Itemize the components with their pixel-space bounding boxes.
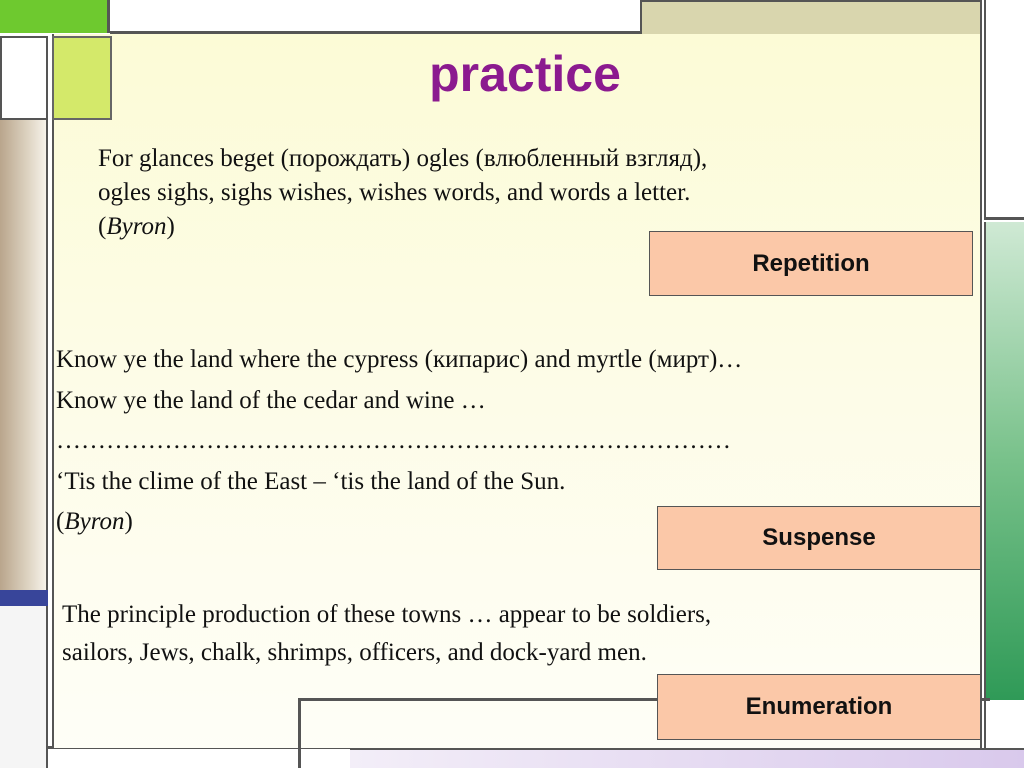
example-enumeration-text (62, 596, 962, 672)
slide-title: practice (429, 46, 621, 102)
decor-green-square (0, 0, 110, 33)
example-line: ‘Tis the clime of the East – ‘tis the land of the Sun. (56, 467, 566, 495)
example-ellipsis-line: ……………………………………………………………………… (56, 427, 731, 454)
decor-right-white-strip (984, 0, 1024, 220)
example-line: ogles sighs, sighs wishes, wishes words, and words a letter. (98, 179, 691, 206)
decor-top-frame (110, 0, 642, 34)
example-line: The principle production of these towns … appear to be soldiers, (62, 601, 712, 628)
example-author: (Byron) (98, 213, 175, 240)
decor-lime-square (52, 36, 112, 120)
example-line: sailors, Jews, chalk, shrimps, officers, and dock-yard men. (62, 639, 647, 666)
example-repetition-text (98, 142, 978, 244)
author-name: Byron (106, 213, 167, 240)
decor-bottom-frame-line-vertical (298, 698, 301, 768)
device-label-repetition: Repetition (649, 231, 973, 296)
device-label-enumeration: Enumeration (657, 674, 981, 740)
author-name: Byron (64, 508, 125, 535)
example-line: Know ye the land where the cypress (кипарис) and myrtle (мирт)… (56, 346, 743, 373)
example-line: For glances beget (порождать) ogles (влюбленный взгляд), (98, 145, 708, 172)
decor-white-square (0, 36, 48, 120)
decor-left-blue-bar (0, 590, 48, 606)
decor-bottom-lavender-bar (350, 748, 1024, 768)
example-line: Know ye the land of the cedar and wine … (56, 386, 486, 414)
device-label-suspense: Suspense (657, 506, 981, 570)
example-author: (Byron) (56, 508, 133, 535)
decor-left-tan-strip (0, 120, 48, 590)
decor-left-bottom-strip (0, 606, 48, 768)
